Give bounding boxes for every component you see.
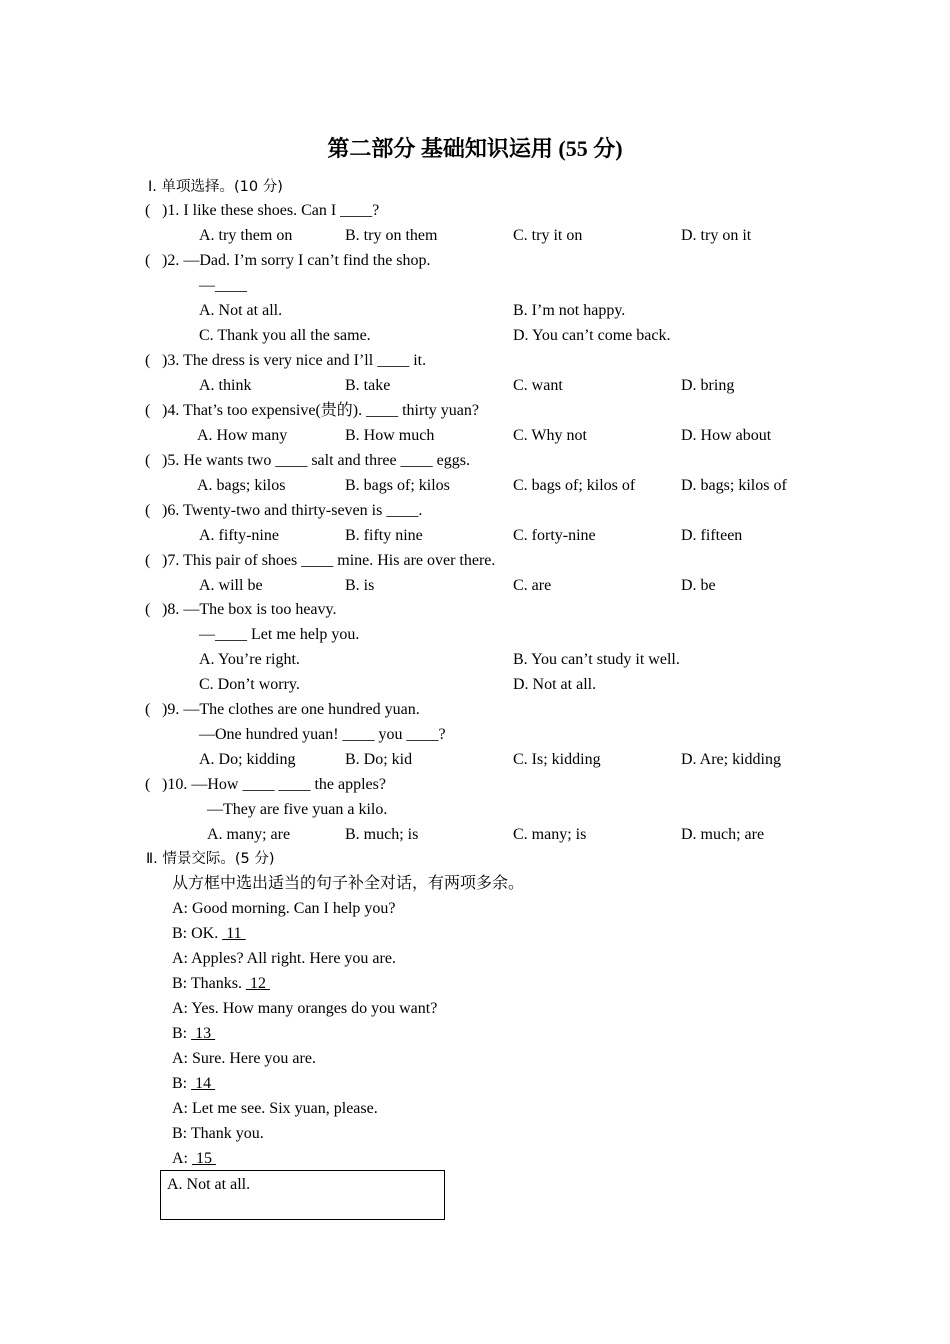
- option-a: A. fifty-nine: [199, 527, 279, 544]
- option-d: D. bring: [681, 377, 735, 394]
- box-option-a: A. Not at all.: [167, 1176, 251, 1193]
- dialogue-line: [172, 1124, 264, 1144]
- option-c: C. many; is: [513, 826, 587, 843]
- answer-paren: (: [145, 252, 151, 269]
- option-b: B. much; is: [345, 826, 419, 843]
- dialogue-blank-12: 12: [245, 975, 270, 992]
- dialogue-text: Let me see. Six yuan, please.: [188, 1100, 378, 1117]
- dialogue-speaker: A:: [172, 900, 188, 917]
- answer-paren: (: [145, 601, 151, 618]
- dialogue-line: [172, 1049, 316, 1069]
- option-d: D. How about: [681, 427, 772, 444]
- dialogue-text: OK.: [187, 925, 223, 942]
- option-b: B. I’m not happy.: [513, 302, 626, 319]
- answer-paren: (: [145, 402, 151, 419]
- question-stem: )10. —How ____ ____ the apples?: [162, 776, 386, 793]
- dialogue-text: Good morning. Can I help you?: [188, 900, 396, 917]
- option-b: B. Do; kid: [345, 751, 413, 768]
- option-a: A. Not at all.: [199, 302, 283, 319]
- dialogue-speaker: B:: [172, 975, 188, 992]
- option-b: B. fifty nine: [345, 527, 423, 544]
- dialogue-text: Apples? All right. Here you are.: [188, 950, 396, 967]
- question-stem: )8. —The box is too heavy.: [162, 601, 337, 618]
- question-stem: )4. That’s too expensive(贵的). ____ thirty yuan?: [162, 402, 479, 419]
- option-d: D. much; are: [681, 826, 765, 843]
- option-d: D. fifteen: [681, 527, 743, 544]
- dialogue-blank-15: 15: [192, 1150, 216, 1167]
- option-d: D. try on it: [681, 227, 752, 244]
- dialogue-line: [172, 1149, 216, 1169]
- dialogue-speaker: A:: [172, 1150, 188, 1167]
- options-box: [160, 1170, 445, 1220]
- dialogue-speaker: A:: [172, 950, 188, 967]
- option-c: C. Is; kidding: [513, 751, 601, 768]
- option-b: B. take: [345, 377, 391, 394]
- question-reply-line: —____: [199, 277, 247, 294]
- dialogue-blank-11: 11: [222, 925, 246, 942]
- question-reply-line: —One hundred yuan! ____ you ____?: [199, 726, 446, 743]
- dialogue-speaker: A:: [172, 1100, 188, 1117]
- option-b: B. You can’t study it well.: [513, 651, 680, 668]
- question-stem: )5. He wants two ____ salt and three ____ eggs.: [162, 452, 470, 469]
- option-c: C. Don’t worry.: [199, 676, 300, 693]
- dialogue-text: Sure. Here you are.: [188, 1050, 316, 1067]
- question-stem: )6. Twenty-two and thirty-seven is ____.: [162, 502, 423, 519]
- answer-paren: (: [145, 552, 151, 569]
- dialogue-speaker: B:: [172, 1025, 188, 1042]
- option-c: C. are: [513, 577, 552, 594]
- option-d: D. be: [681, 577, 716, 594]
- question-reply-line: —____ Let me help you.: [199, 626, 360, 643]
- option-b: B. is: [345, 577, 375, 594]
- question-stem: )1. I like these shoes. Can I ____?: [162, 202, 380, 219]
- dialogue-line: [172, 1074, 215, 1094]
- option-a: A. Do; kidding: [199, 751, 296, 768]
- option-d: D. bags; kilos of: [681, 477, 787, 494]
- question-stem: )2. —Dad. I’m sorry I can’t find the shop.: [162, 252, 431, 269]
- answer-paren: (: [145, 352, 151, 369]
- dialogue-speaker: A:: [172, 1000, 188, 1017]
- option-b: B. How much: [345, 427, 435, 444]
- question-stem: )9. —The clothes are one hundred yuan.: [162, 701, 420, 718]
- option-b: B. bags of; kilos: [345, 477, 450, 494]
- option-c: C. forty-nine: [513, 527, 596, 544]
- option-a: A. will be: [199, 577, 263, 594]
- dialogue-blank-14: 14: [191, 1075, 216, 1092]
- answer-paren: (: [145, 202, 151, 219]
- option-d: D. You can’t come back.: [513, 327, 671, 344]
- question-stem: )7. This pair of shoes ____ mine. His are over there.: [162, 552, 496, 569]
- dialogue-line: [172, 1099, 378, 1119]
- dialogue-speaker: A:: [172, 1050, 188, 1067]
- dialogue-line: [172, 999, 437, 1019]
- option-c: C. Thank you all the same.: [199, 327, 371, 344]
- dialogue-blank-13: 13: [191, 1025, 216, 1042]
- dialogue-line: [172, 974, 270, 994]
- dialogue-speaker: B:: [172, 1125, 188, 1142]
- option-b: B. try on them: [345, 227, 438, 244]
- option-d: D. Are; kidding: [681, 751, 781, 768]
- option-c: C. bags of; kilos of: [513, 477, 636, 494]
- option-a: A. try them on: [199, 227, 293, 244]
- dialogue-text: Yes. How many oranges do you want?: [188, 1000, 438, 1017]
- question-reply-line: —They are five yuan a kilo.: [207, 801, 388, 818]
- answer-paren: (: [145, 502, 151, 519]
- dialogue-line: [172, 924, 246, 944]
- dialogue-text: Thank you.: [187, 1125, 264, 1142]
- option-c: C. try it on: [513, 227, 583, 244]
- option-a: A. How many: [197, 427, 288, 444]
- question-stem: )3. The dress is very nice and I’ll ____ it.: [162, 352, 427, 369]
- option-a: A. think: [199, 377, 252, 394]
- section-2-instruction: 从方框中选出适当的句子补全对话，有两项多余。: [172, 875, 525, 892]
- option-a: A. bags; kilos: [197, 477, 286, 494]
- answer-paren: (: [145, 452, 151, 469]
- answer-paren: (: [145, 701, 151, 718]
- section-2-heading: Ⅱ. 情景交际。(5 分): [146, 851, 275, 867]
- option-a: A. many; are: [207, 826, 291, 843]
- page-title: 第二部分 基础知识运用 (55 分): [327, 136, 623, 161]
- section-1-heading: Ⅰ. 单项选择。(10 分): [148, 179, 283, 195]
- answer-paren: (: [145, 776, 151, 793]
- dialogue-speaker: B:: [172, 925, 188, 942]
- option-c: C. Why not: [513, 427, 587, 444]
- dialogue-text: Thanks.: [187, 975, 246, 992]
- dialogue-speaker: B:: [172, 1075, 188, 1092]
- dialogue-line: [172, 949, 396, 969]
- option-a: A. You’re right.: [199, 651, 300, 668]
- option-d: D. Not at all.: [513, 676, 597, 693]
- dialogue-line: [172, 899, 396, 919]
- dialogue-line: [172, 1024, 215, 1044]
- option-c: C. want: [513, 377, 563, 394]
